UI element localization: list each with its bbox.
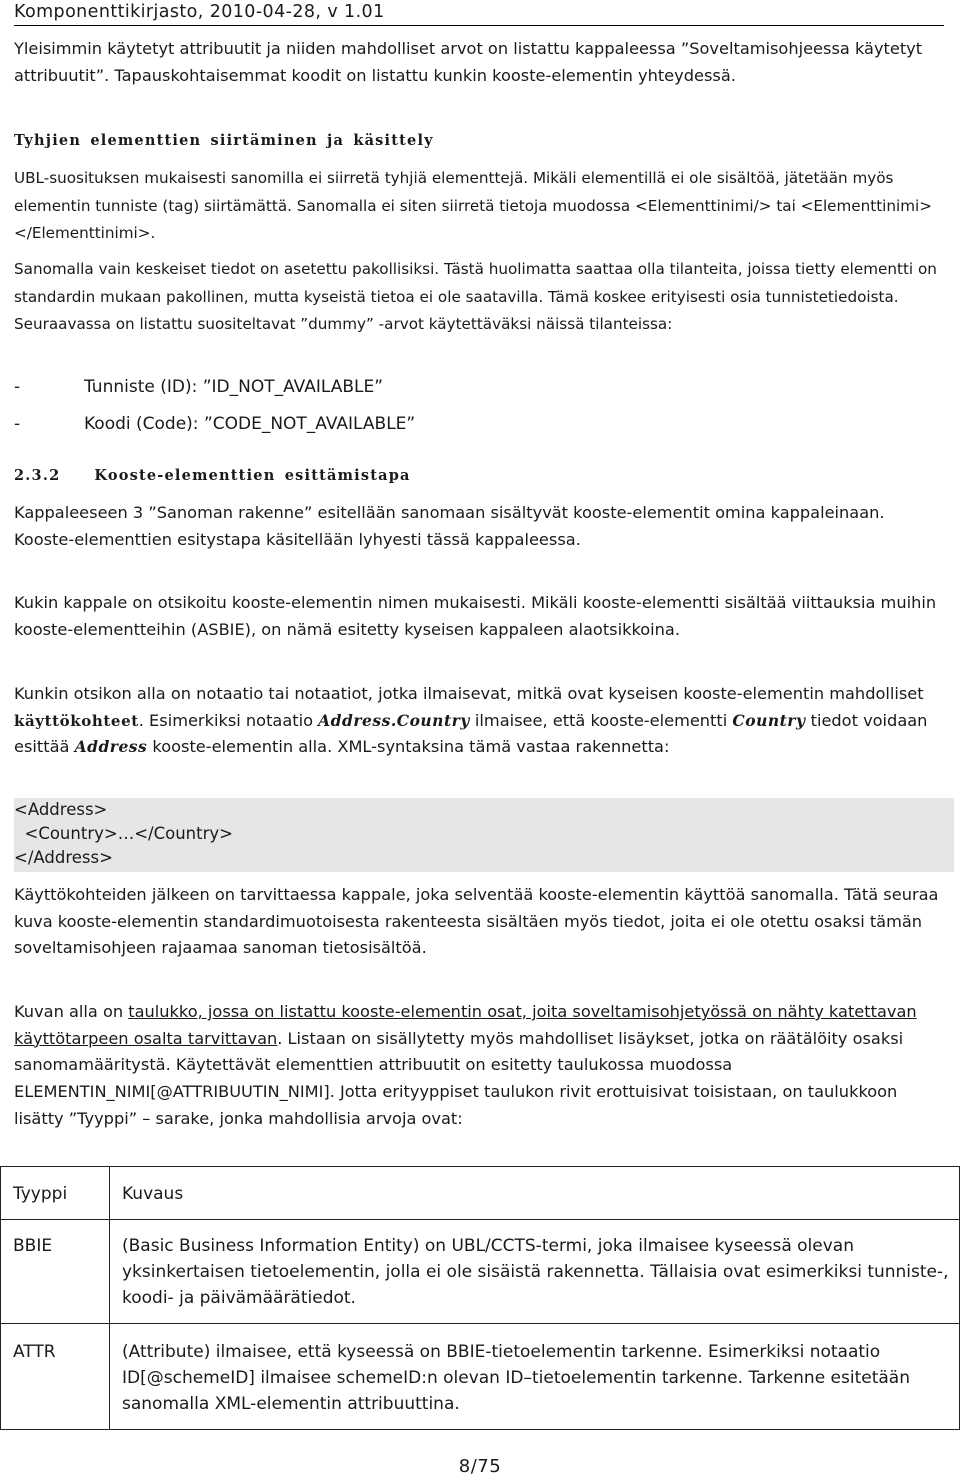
term-kayttokohteet: käyttökohteet	[14, 711, 139, 730]
section-232-paragraph-3	[14, 681, 944, 761]
text-run: . Listaan on sisällytetty myös mahdolliset lisäykset, jotka on räätälöity osaksi sanomamääritystä. Käytettävät elementtien attribuutit on esitetty taulukossa muodossa ELEMENTIN_NIMI[@ATTRIBUUTIN_NIMI]. Jotta erityyppiset taulukon rivit erottuisivat toisistaan, on taulukkoon lisätty ”Tyyppi” – sarake, jonka mahdollisia arvoja ovat:	[14, 1028, 904, 1128]
table-cell-desc: (Attribute) ilmaisee, että kyseessä on BBIE-tietoelementin tarkenne. Esimerkiksi notaatio ID[@schemeID] ilmaisee schemeID:n olevan ID–tietoelementin tarkenne. Tarkenne esitetään sanomalla XML-elementin attribuuttina.	[110, 1324, 960, 1430]
code-line: </Address>	[14, 848, 113, 867]
table-row	[1, 1324, 960, 1430]
table-header-cell: Tyyppi	[1, 1167, 110, 1220]
section-232-paragraph-4: Käyttökohteiden jälkeen on tarvittaessa kappale, joka selventää kooste-elementin käyttöä sanomalla. Tätä seuraa kuva kooste-elementin standardimuotoisesta rakenteesta sisältäen myös tiedot, joita ei ole otettu osaksi tämän soveltamisohjeen rajaamaa sanoman tietosisältöä.	[14, 885, 939, 958]
text-run: Kuvan alla on	[14, 1002, 129, 1021]
notation-address-country: Address.Country	[318, 710, 470, 730]
table-row	[1, 1220, 960, 1324]
running-header: Komponenttikirjasto, 2010-04-28, v 1.01	[14, 0, 944, 26]
list-dash: -	[14, 377, 21, 397]
notation-address: Address	[74, 737, 148, 757]
table-cell-type: BBIE	[1, 1220, 110, 1324]
section-number: 2.3.2	[14, 467, 61, 484]
document-page	[14, 0, 944, 26]
list-dash: -	[14, 414, 21, 434]
section-heading-empty-elements: Tyhjien elementtien siirtäminen ja käsittely	[14, 132, 434, 149]
list-item	[14, 413, 944, 435]
section-232-paragraph-2: Kukin kappale on otsikoitu kooste-elementin nimen mukaisesti. Mikäli kooste-elementti sisältää viittauksia muihin kooste-elementteihin (ASBIE), on nämä esitetty kyseisen kappaleen alaotsikkoina.	[14, 593, 937, 639]
text-run: kooste-elementin alla. XML-syntaksina tämä vastaa rakennetta:	[147, 737, 670, 757]
xml-code-example	[14, 798, 954, 872]
notation-country: Country	[732, 710, 806, 730]
text-run: ilmaisee, että kooste-elementti	[469, 710, 733, 730]
page-number: 8/75	[458, 1456, 502, 1477]
text-run: tiedot voidaan esittää	[14, 710, 928, 757]
section-title: Kooste-elementtien esittämistapa	[94, 467, 411, 484]
section-232-paragraph-5	[14, 999, 944, 1133]
table-cell-type: ATTR	[1, 1324, 110, 1430]
table-header-row	[1, 1167, 960, 1220]
code-line: <Country>…</Country>	[14, 824, 233, 843]
list-item	[14, 376, 944, 398]
list-item-text: Tunniste (ID): ”ID_NOT_AVAILABLE”	[84, 377, 384, 397]
empty-elements-paragraph-1: UBL-suosituksen mukaisesti sanomilla ei siirretä tyhjiä elementtejä. Mikäli elementillä ei ole sisältöä, jätetään myös elementin tunniste (tag) siirtämättä. Sanomalla ei siten siirretä tietoja muodossa <Elementtinimi/> tai <Elementtinimi></Elementtinimi>.	[14, 169, 932, 242]
table-cell-desc: (Basic Business Information Entity) on UBL/CCTS-termi, joka ilmaisee kyseessä olevan yksinkertaisen tietoelementin, jolla ei ole sisäistä rakennetta. Tällaisia ovat esimerkiksi tunniste-, koodi- ja päivämäärätiedot.	[110, 1220, 960, 1324]
text-run: Kunkin otsikon alla on notaatio tai notaatiot, jotka ilmaisevat, mitkä ovat kyseisen kooste-elementin mahdolliset	[14, 684, 924, 703]
section-heading-2-3-2	[14, 467, 944, 484]
table-header-cell: Kuvaus	[110, 1167, 960, 1220]
type-table	[0, 1166, 960, 1430]
empty-elements-paragraph-2: Sanomalla vain keskeiset tiedot on asetettu pakollisiksi. Tästä huolimatta saattaa olla tilanteita, joissa tietty elementti on standardin mukaan pakollinen, mutta kyseistä tietoa ei ole saatavilla. Tämä koskee erityisesti osia tunnistetiedoista. Seuraavassa on listattu suositeltavat ”dummy” -arvot käytettäväksi näissä tilanteissa:	[14, 260, 937, 333]
text-run: . Esimerkiksi notaatio	[138, 710, 319, 730]
intro-paragraph: Yleisimmin käytetyt attribuutit ja niiden mahdolliset arvot on listattu kappaleessa ”Soveltamisohjeessa käytetyt attribuutit”. Tapauskohtaisemmat koodit on listattu kunkin kooste-elementin yhteydessä.	[14, 39, 923, 85]
underlined-phrase: taulukko, jossa on listattu kooste-elementin osat, joita soveltamisohjetyössä on nähty katettavan käyttötarpeen osalta tarvittavan	[14, 1002, 917, 1048]
section-232-paragraph-1: Kappaleeseen 3 ”Sanoman rakenne” esitellään sanomaan sisältyvät kooste-elementit omina kappaleinaan. Kooste-elementtien esitystapa käsitellään lyhyesti tässä kappaleessa.	[14, 503, 885, 549]
list-item-text: Koodi (Code): ”CODE_NOT_AVAILABLE”	[84, 414, 416, 434]
code-line: <Address>	[14, 800, 108, 819]
